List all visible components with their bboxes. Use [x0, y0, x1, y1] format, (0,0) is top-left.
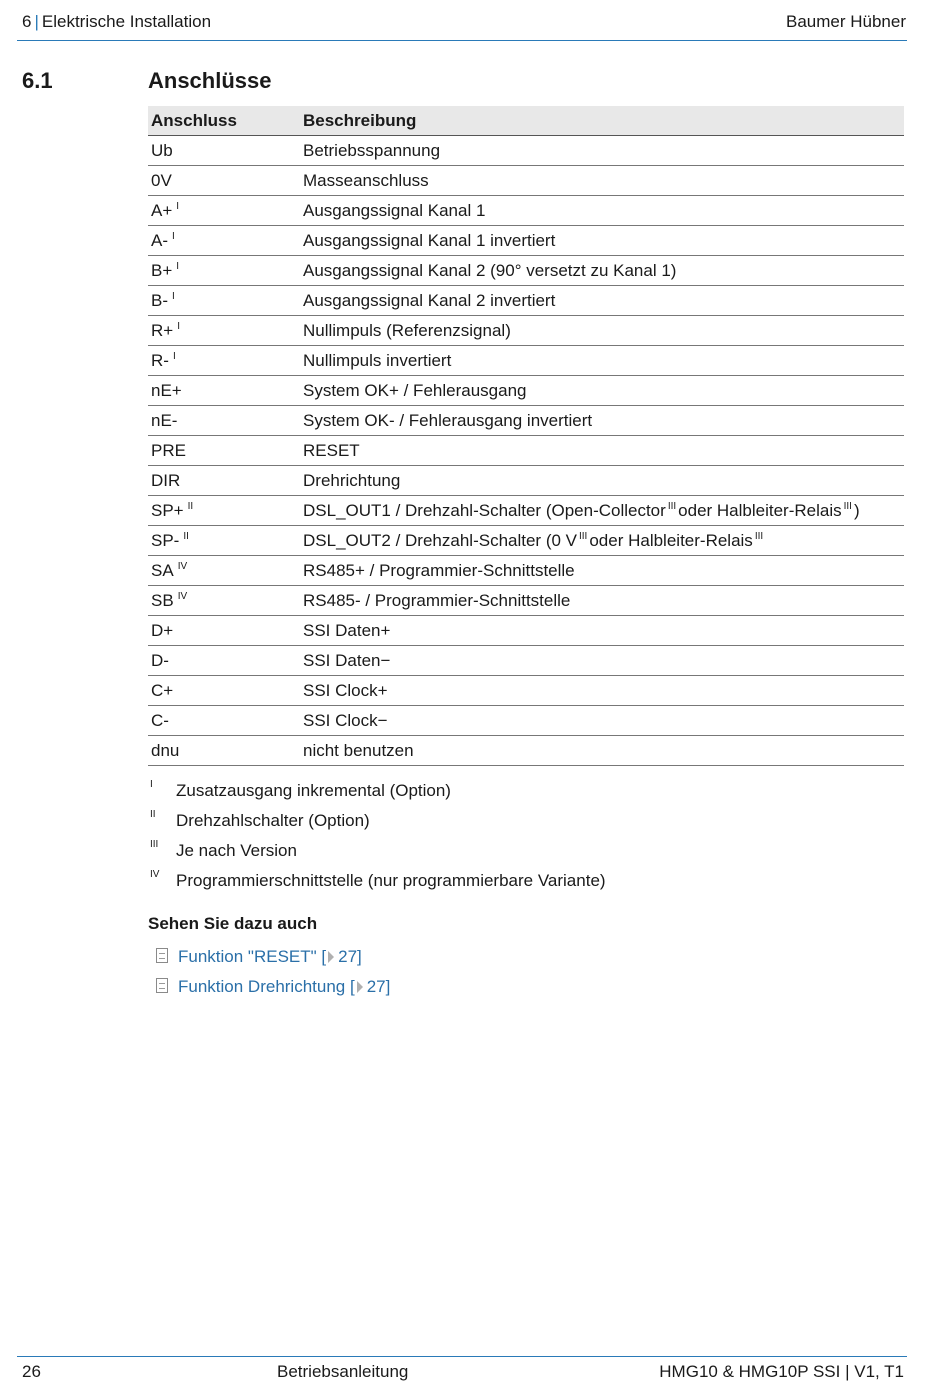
terminal-cell: [148, 676, 300, 706]
terminal-cell: [148, 466, 300, 496]
terminal-cell: [148, 616, 300, 646]
description-cell: SSI Clock−: [300, 706, 904, 736]
terminal-cell: [148, 496, 300, 526]
table-row: [148, 526, 904, 556]
description-text: DSL_OUT1 / Drehzahl-Schalter (Open-Collector: [303, 500, 666, 520]
terminal-name: A+: [151, 200, 173, 220]
footnote-ref: I: [176, 200, 180, 212]
terminal-name: PRE: [151, 440, 186, 460]
table-row: [148, 286, 904, 316]
link-page: 27]: [366, 977, 391, 996]
terminal-cell: [148, 436, 300, 466]
terminal-name: SP+: [151, 500, 184, 520]
terminal-name: C-: [151, 710, 169, 730]
footnote: [148, 836, 606, 866]
terminal-name: B+: [151, 260, 173, 280]
footnote-ref: III: [843, 500, 852, 512]
table-row: [148, 196, 904, 226]
footnote-text: Je nach Version: [176, 841, 297, 860]
description-text: ): [853, 500, 860, 520]
footer-doc-type: Betriebsanleitung: [277, 1362, 409, 1381]
table-body: [148, 136, 904, 766]
header-company: Baumer Hübner: [785, 12, 906, 31]
description-cell: Ausgangssignal Kanal 1 invertiert: [300, 226, 904, 256]
description-cell: Masseanschluss: [300, 166, 904, 196]
footer-doc-id: HMG10 & HMG10P SSI | V1, T1: [659, 1362, 904, 1381]
terminal-cell: [148, 556, 300, 586]
see-also-title: Sehen Sie dazu auch: [148, 914, 318, 933]
table-row: [148, 466, 904, 496]
terminal-cell: [148, 376, 300, 406]
terminal-cell: [148, 406, 300, 436]
table-row: [148, 496, 904, 526]
terminal-cell: [148, 166, 300, 196]
footnote: [148, 776, 606, 806]
terminal-cell: [148, 736, 300, 766]
terminal-cell: [148, 136, 300, 166]
footnote-ref: IV: [177, 590, 188, 602]
terminal-name: C+: [151, 680, 174, 700]
footnote: [148, 866, 606, 896]
section-number: 6.1: [22, 68, 53, 93]
footnote-ref: IV: [177, 560, 188, 572]
terminal-name: R+: [151, 320, 174, 340]
footnote-text: Programmierschnittstelle (nur programmierbare Variante): [176, 871, 606, 890]
terminal-cell: [148, 526, 300, 556]
description-cell: SSI Daten−: [300, 646, 904, 676]
arrow-right-icon: [328, 951, 334, 963]
footnote-mark: III: [150, 839, 159, 850]
terminal-cell: [148, 316, 300, 346]
footnote-mark: IV: [150, 869, 160, 880]
table-row: [148, 406, 904, 436]
description-cell: Drehrichtung: [300, 466, 904, 496]
table-row: [148, 346, 904, 376]
description-cell: RESET: [300, 436, 904, 466]
footnote-ref: I: [172, 230, 175, 242]
description-text: oder Halbleiter-Relais: [678, 500, 842, 520]
table-row: [148, 736, 904, 766]
footnote-ref: III: [667, 500, 677, 512]
see-also-link[interactable]: [156, 942, 390, 972]
link-label: Funktion Drehrichtung [: [178, 977, 355, 996]
terminal-name: SA: [151, 560, 174, 580]
column-header-description: Beschreibung: [300, 106, 904, 136]
table-row: [148, 646, 904, 676]
terminal-name: Ub: [151, 140, 173, 160]
table-row: [148, 226, 904, 256]
footnote-ref: III: [579, 530, 588, 542]
footnote-ref: III: [754, 530, 764, 542]
terminal-name: dnu: [151, 740, 180, 760]
description-cell: nicht benutzen: [300, 736, 904, 766]
header-chapter-title: Elektrische Installation: [41, 12, 212, 31]
page-header: [22, 12, 906, 40]
table-row: [148, 706, 904, 736]
terminal-name: DIR: [151, 470, 181, 490]
description-cell: Ausgangssignal Kanal 1: [300, 196, 904, 226]
footnote-mark: I: [150, 779, 153, 790]
arrow-right-icon: [357, 981, 363, 993]
description-text: oder Halbleiter-Relais: [589, 530, 753, 550]
description-cell: System OK- / Fehlerausgang invertiert: [300, 406, 904, 436]
description-cell: [300, 496, 904, 526]
table-row: [148, 616, 904, 646]
footer-page-number: 26: [22, 1362, 41, 1381]
table-row: [148, 676, 904, 706]
terminal-name: nE-: [151, 410, 178, 430]
description-cell: Nullimpuls (Referenzsignal): [300, 316, 904, 346]
footnote-mark: II: [150, 809, 156, 820]
header-separator: |: [34, 12, 39, 31]
footnote-ref: I: [176, 260, 180, 272]
terminal-name: nE+: [151, 380, 182, 400]
table-row: [148, 136, 904, 166]
description-cell: System OK+ / Fehlerausgang: [300, 376, 904, 406]
see-also-links: [156, 942, 390, 1002]
description-text: DSL_OUT2 / Drehzahl-Schalter (0 V: [303, 530, 577, 550]
table-row: [148, 166, 904, 196]
terminal-cell: [148, 256, 300, 286]
terminal-name: D+: [151, 620, 174, 640]
see-also-link[interactable]: [156, 972, 390, 1002]
footnote-ref: I: [172, 350, 176, 362]
table-row: [148, 256, 904, 286]
terminal-name: R-: [151, 350, 169, 370]
footnote-ref: I: [177, 320, 180, 332]
terminal-cell: [148, 196, 300, 226]
description-cell: Ausgangssignal Kanal 2 invertiert: [300, 286, 904, 316]
document-icon: [156, 978, 168, 993]
header-chapter-number: 6: [22, 12, 32, 31]
column-header-terminal: Anschluss: [148, 106, 300, 136]
footnote-ref: II: [183, 530, 189, 542]
description-cell: SSI Clock+: [300, 676, 904, 706]
description-cell: SSI Daten+: [300, 616, 904, 646]
description-cell: Betriebsspannung: [300, 136, 904, 166]
terminal-name: B-: [151, 290, 168, 310]
terminal-name: A-: [151, 230, 168, 250]
table-header-row: [148, 106, 904, 136]
header-chapter: [22, 12, 211, 32]
footer-rule: [17, 1356, 907, 1357]
link-label: Funktion "RESET" [: [178, 947, 327, 966]
terminal-name: D-: [151, 650, 169, 670]
table-row: [148, 316, 904, 346]
description-cell: [300, 526, 904, 556]
footnotes: [148, 776, 606, 896]
terminal-name: SP-: [151, 530, 180, 550]
terminal-cell: [148, 706, 300, 736]
terminal-cell: [148, 226, 300, 256]
header-rule: [17, 40, 907, 41]
description-cell: Nullimpuls invertiert: [300, 346, 904, 376]
footnote: [148, 806, 606, 836]
table-row: [148, 556, 904, 586]
table-row: [148, 586, 904, 616]
footnote-text: Zusatzausgang inkremental (Option): [176, 781, 451, 800]
footnote-ref: II: [187, 500, 194, 512]
link-page: 27]: [338, 947, 362, 966]
section-title: Anschlüsse: [148, 68, 272, 93]
footnote-text: Drehzahlschalter (Option): [176, 811, 370, 830]
description-cell: RS485- / Programmier-Schnittstelle: [300, 586, 904, 616]
terminal-cell: [148, 346, 300, 376]
description-cell: Ausgangssignal Kanal 2 (90° versetzt zu Kanal 1): [300, 256, 904, 286]
connections-table: [148, 106, 904, 766]
description-cell: RS485+ / Programmier-Schnittstelle: [300, 556, 904, 586]
terminal-name: SB: [151, 590, 174, 610]
terminal-name: 0V: [151, 170, 172, 190]
footnote-ref: I: [172, 290, 175, 302]
terminal-cell: [148, 586, 300, 616]
table-row: [148, 376, 904, 406]
document-icon: [156, 948, 168, 963]
terminal-cell: [148, 646, 300, 676]
table-row: [148, 436, 904, 466]
terminal-cell: [148, 286, 300, 316]
